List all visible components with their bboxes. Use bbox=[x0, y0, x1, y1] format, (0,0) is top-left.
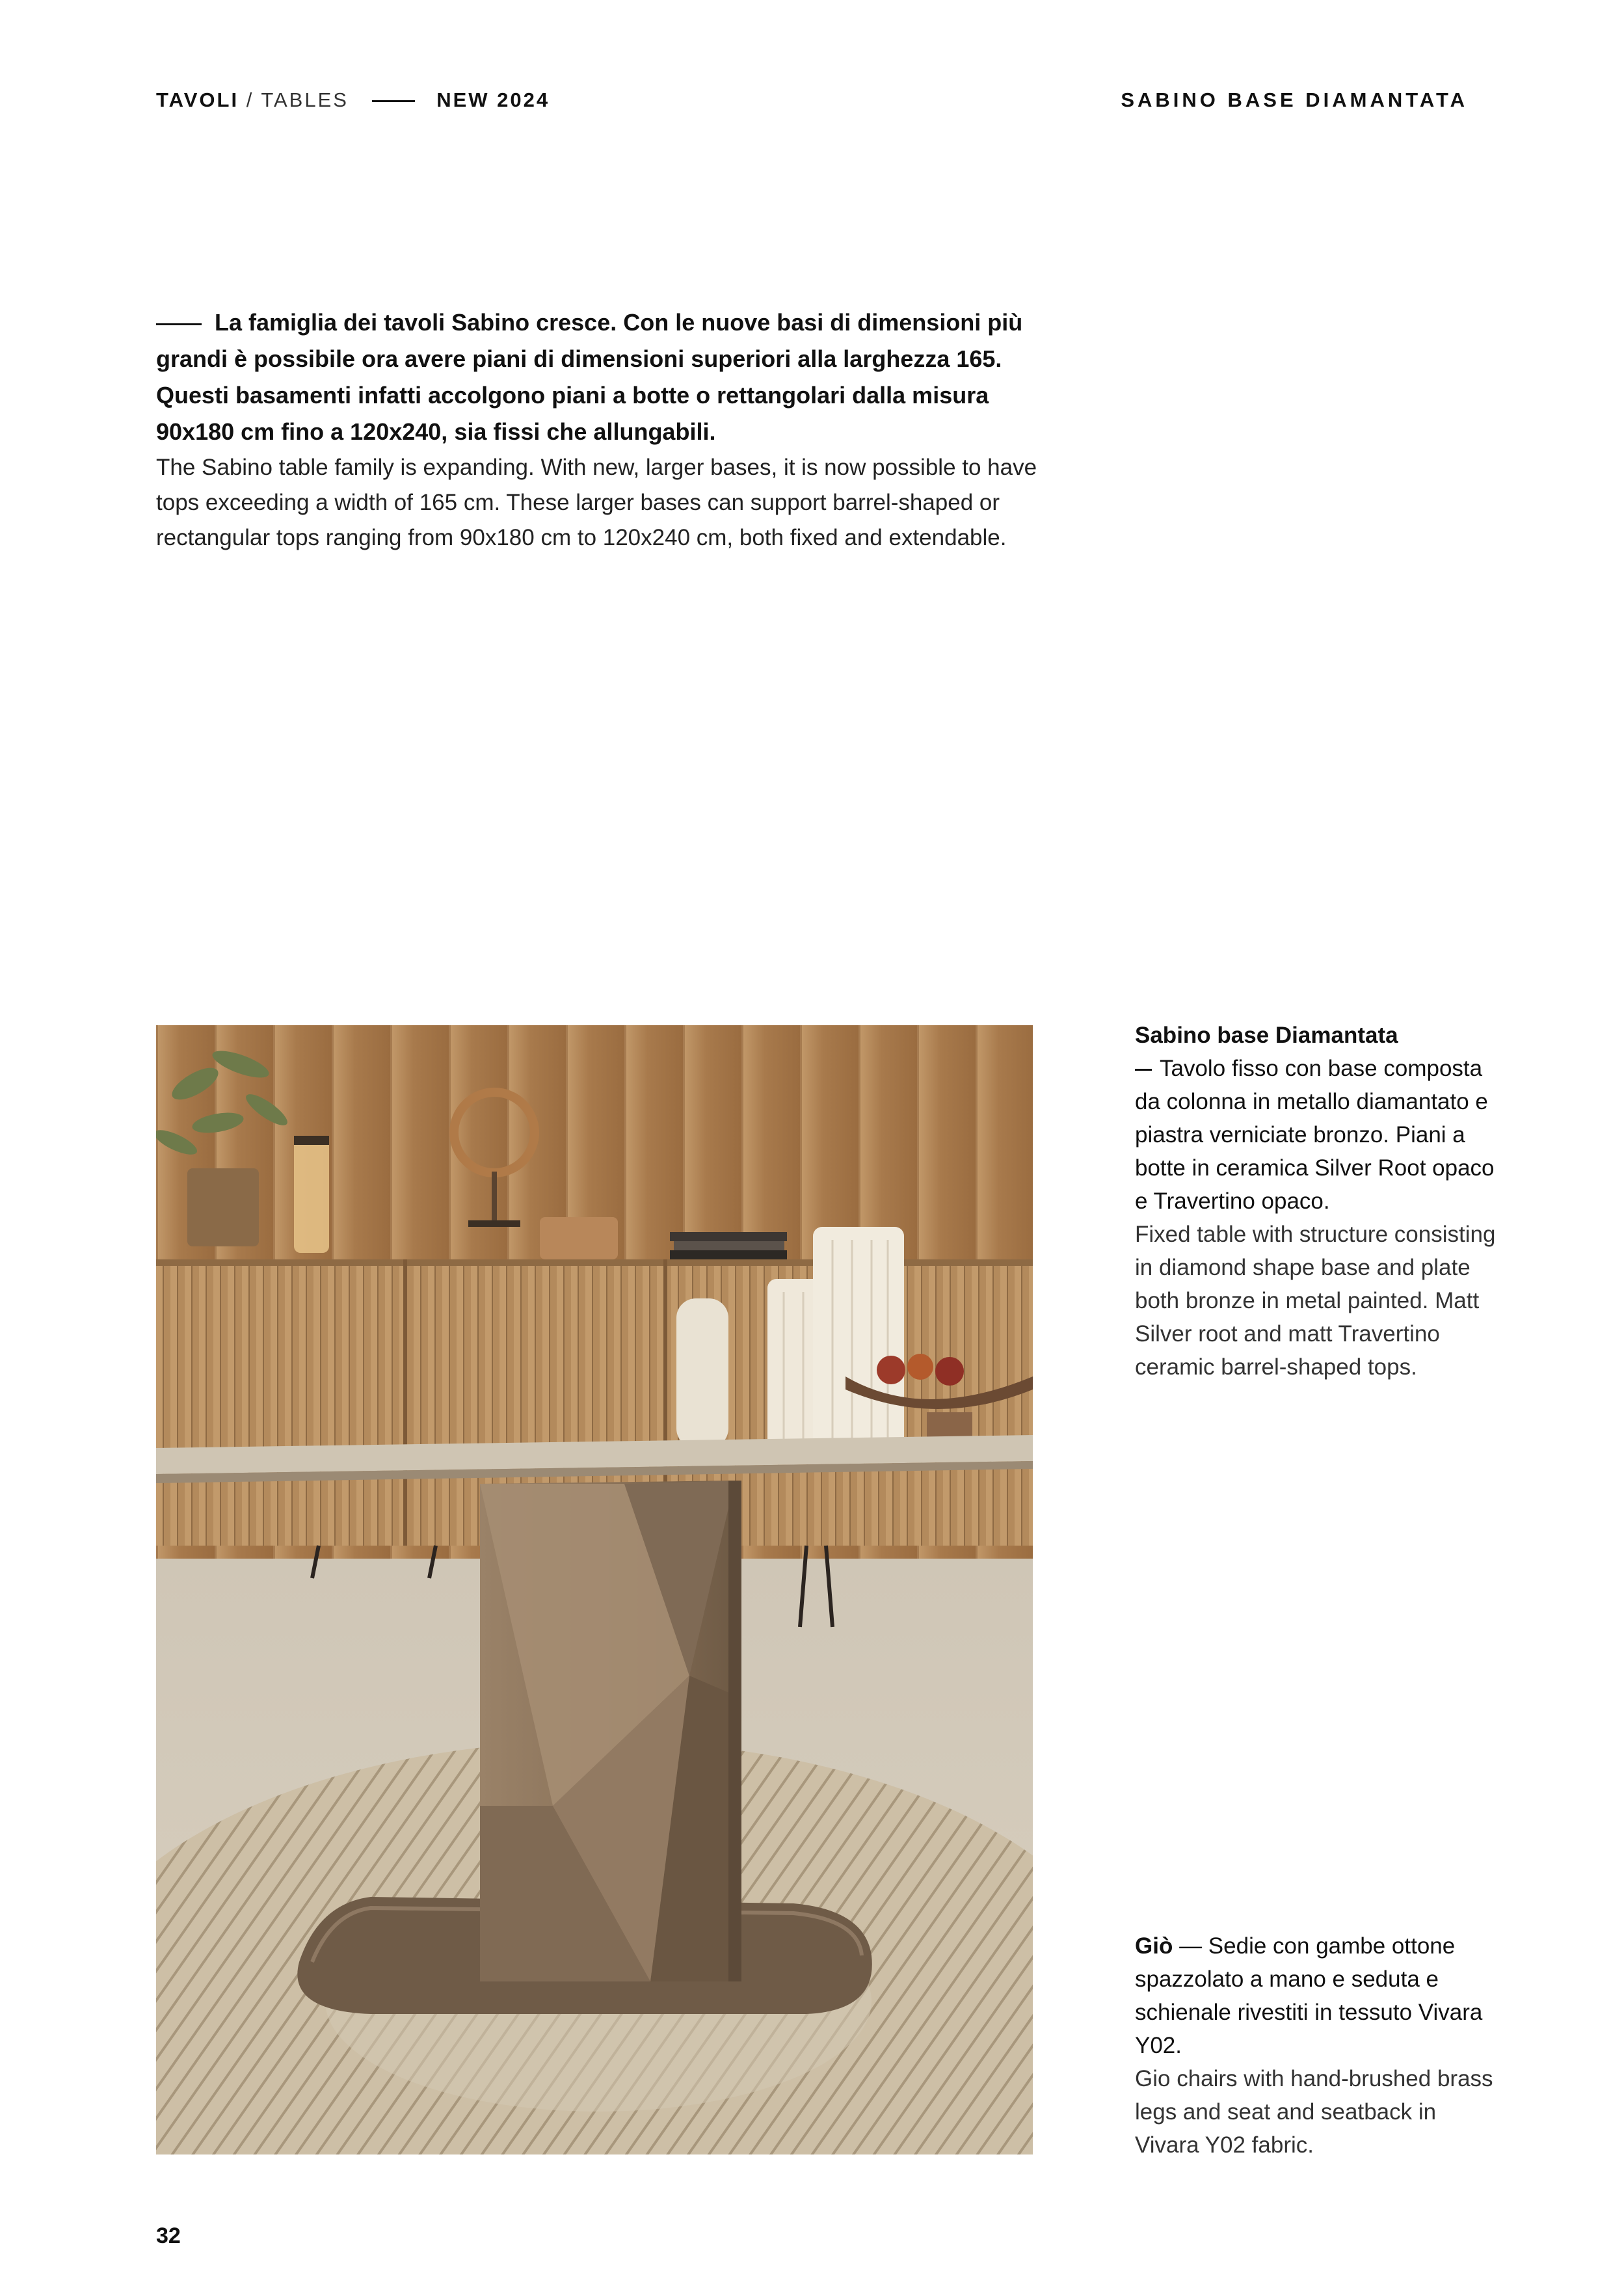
caption-chairs bbox=[1135, 1929, 1499, 2162]
caption-chairs-english: Gio chairs with hand-brushed brass legs and seat and seatback in Vivara Y02 fabric. bbox=[1135, 2066, 1493, 2158]
section-separator: / bbox=[246, 88, 254, 111]
caption-chairs-italian-text: Sedie con gambe ottone spazzolato a mano e seduta e schienale rivestiti in tessuto Vivara Y02. bbox=[1135, 1933, 1483, 2058]
section-it: TAVOLI bbox=[156, 88, 239, 111]
intro-italian-text: La famiglia dei tavoli Sabino cresce. Con le nuove basi di dimensioni più grandi è possibile ora avere piani di dimensioni superiori alla larghezza 165. Questi basamenti infatti accolgono piani a botte o rettangolari dalla misura 90x180 cm fino a 120x240, sia fissi che allungabili. bbox=[156, 309, 1023, 445]
product-photo bbox=[156, 1025, 1033, 2154]
product-title: SABINO BASE DIAMANTATA bbox=[1121, 88, 1468, 111]
caption-table bbox=[1135, 1019, 1499, 1384]
header-dash bbox=[372, 100, 415, 102]
intro-dash bbox=[156, 323, 202, 325]
caption-table-italian-text: Tavolo fisso con base composta da colonna in metallo diamantato e piastra verniciate bronzo. Piani a botte in ceramica Silver Root opaco e Travertino opaco. bbox=[1135, 1056, 1495, 1214]
caption-table-title-line bbox=[1135, 1019, 1499, 1052]
caption-table-italian bbox=[1135, 1052, 1499, 1218]
caption-table-title: Sabino base Diamantata bbox=[1135, 1023, 1398, 1048]
page-number: 32 bbox=[156, 2223, 181, 2248]
page-header bbox=[156, 88, 1468, 114]
caption-chairs-separator: — bbox=[1179, 1933, 1203, 1959]
new-badge: NEW 2024 bbox=[436, 88, 550, 111]
section-label bbox=[156, 88, 550, 112]
section-en: TABLES bbox=[261, 88, 349, 111]
intro-italian bbox=[156, 304, 1067, 450]
caption-chairs-italian bbox=[1135, 1929, 1499, 2062]
intro-text bbox=[156, 304, 1067, 556]
caption-chairs-title: Giò bbox=[1135, 1933, 1173, 1959]
caption-dash bbox=[1135, 1069, 1152, 1071]
intro-english: The Sabino table family is expanding. With new, larger bases, it is now possible to have tops exceeding a width of 165 cm. These larger bases can support barrel-shaped or rectangular tops ranging from 90x180 cm to 120x240 cm, both fixed and extendable. bbox=[156, 455, 1037, 550]
caption-table-english: Fixed table with structure consisting in diamond shape base and plate both bronze in metal painted. Matt Silver root and matt Travertino ceramic barrel-shaped tops. bbox=[1135, 1222, 1496, 1380]
